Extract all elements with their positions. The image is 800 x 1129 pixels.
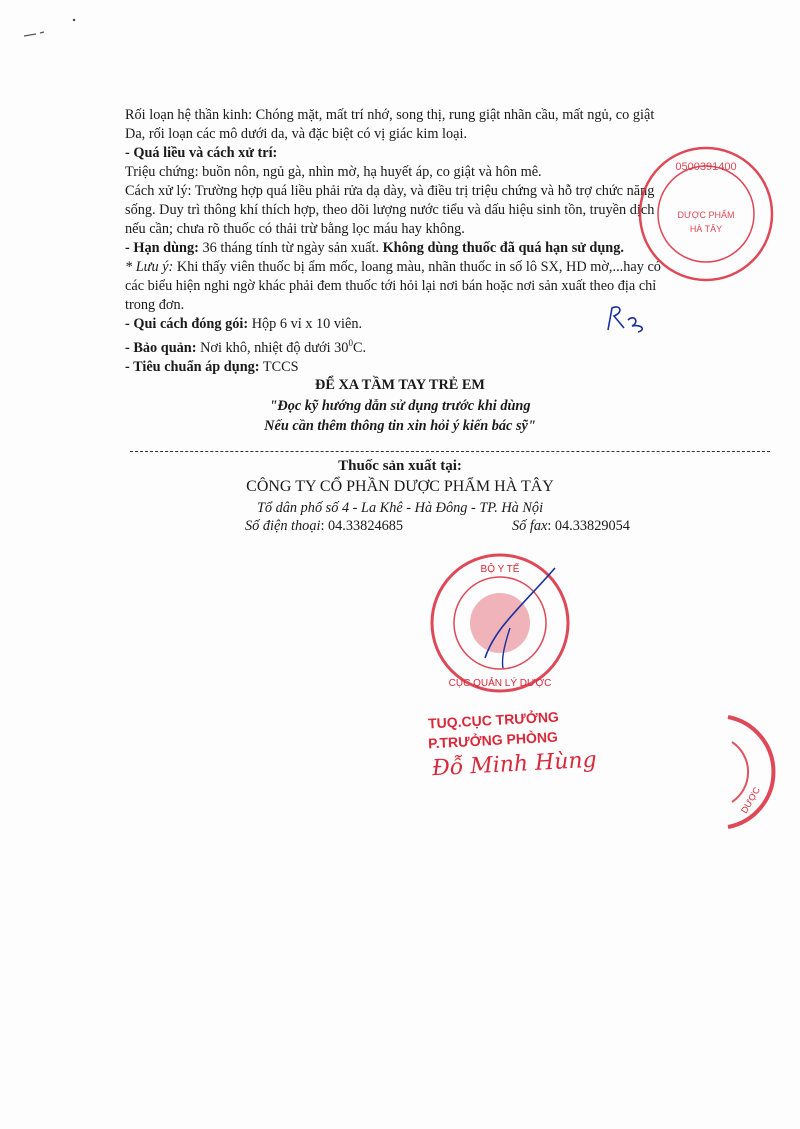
storage-line xyxy=(125,334,765,358)
phone-value: : 04.33824685 xyxy=(320,518,404,534)
fax-label: Số fax xyxy=(512,518,548,534)
standard-line xyxy=(125,358,765,377)
ministry-seal-stamp xyxy=(425,548,575,698)
standard-label: - Tiêu chuẩn áp dụng: xyxy=(125,358,260,375)
company-name: CÔNG TY CỔ PHẦN DƯỢC PHẨM HÀ TÂY xyxy=(246,478,554,495)
note-line: trong đơn. xyxy=(125,297,185,313)
svg-text:DƯỢC PHẨM: DƯỢC PHẨM xyxy=(677,210,735,220)
storage-label: - Bảo quản: xyxy=(125,339,197,356)
overdose-heading: - Quá liều và cách xử trí: xyxy=(125,145,278,161)
children-warning: ĐỂ XA TẦM TAY TRẺ EM xyxy=(315,377,485,393)
read-instructions: "Đọc kỹ hướng dẫn sử dụng trước khi dùng xyxy=(269,398,531,414)
dashed-divider xyxy=(130,451,770,452)
handwritten-initials xyxy=(602,300,652,340)
treatment-line: nếu cần; chưa rõ thuốc có thải trừ bằng lọc máu hay không. xyxy=(125,221,465,237)
storage-degree: 0 xyxy=(348,338,353,348)
corner-scan-mark xyxy=(22,14,82,44)
signature-title-line2: P.TRƯỞNG PHÒNG xyxy=(427,728,559,752)
packing-line xyxy=(125,315,765,334)
signer-name: Đỗ Minh Hùng xyxy=(431,747,598,782)
note-text: Khi thấy viên thuốc bị ẩm mốc, loang màu, nhãn thuốc in số lô SX, HD mờ,...hay có xyxy=(173,259,661,275)
standard-value: TCCS xyxy=(259,358,299,375)
note-label: * Lưu ý: xyxy=(125,259,174,275)
body-line: Da, rối loạn các mô dưới da, và đặc biệt có vị giác kim loại. xyxy=(125,126,468,142)
svg-text:0500391400: 0500391400 xyxy=(675,161,737,173)
fax-line xyxy=(512,518,630,535)
storage-value: Nơi khô, nhiệt độ dưới 30 xyxy=(196,339,349,356)
fax-value: : 04.33829054 xyxy=(547,518,630,534)
svg-text:CỤC QUẢN LÝ DƯỢC: CỤC QUẢN LÝ DƯỢC xyxy=(448,678,552,689)
treatment-line: Cách xử lý: Trường hợp quá liều phải rửa dạ dày, và điều trị triệu chứng và hỗ trợ chức năng xyxy=(125,183,655,199)
partial-seal-stamp xyxy=(718,712,800,832)
company-address: Tổ dân phố số 4 - La Khê - Hà Đông - TP. Hà Nội xyxy=(256,500,544,516)
phone-line xyxy=(245,518,403,535)
storage-unit: C. xyxy=(352,339,367,356)
expiry-value: 36 tháng tính từ ngày sản xuất. xyxy=(198,240,383,256)
svg-text:HÀ TÂY: HÀ TÂY xyxy=(689,224,723,234)
made-at-label: Thuốc sản xuất tại: xyxy=(338,458,462,474)
svg-text:DƯỢC: DƯỢC xyxy=(739,785,762,815)
consult-doctor: Nếu cần thêm thông tin xin hỏi ý kiến bác sỹ" xyxy=(264,418,536,434)
treatment-line: sống. Duy trì thông khí thích hợp, theo dõi lượng nước tiểu và dấu hiệu sinh tồn, truyền dịch xyxy=(125,202,655,218)
phone-label: Số điện thoại xyxy=(245,518,321,534)
company-seal-stamp xyxy=(632,140,780,288)
signature-title-line1: TUQ.CỤC TRƯỞNG xyxy=(427,708,560,732)
symptoms-line: Triệu chứng: buồn nôn, ngủ gà, nhìn mờ, hạ huyết áp, co giật và hôn mê. xyxy=(125,164,542,180)
expiry-label: - Hạn dùng: xyxy=(125,240,199,256)
svg-text:BỘ Y TẾ: BỘ Y TẾ xyxy=(480,564,520,575)
expiry-warning: Không dùng thuốc đã quá hạn sử dụng. xyxy=(382,240,624,256)
body-line: Rối loạn hệ thần kinh: Chóng mặt, mất trí nhớ, song thị, rung giật nhãn cầu, mất ngủ, co giật xyxy=(125,107,655,123)
note-line: các biểu hiện nghi ngờ khác phải đem thuốc tới hỏi lại nơi bán hoặc nơi sản xuất theo địa chỉ xyxy=(125,278,657,294)
packing-label: - Qui cách đóng gói: xyxy=(125,316,249,332)
packing-value: Hộp 6 vỉ x 10 viên. xyxy=(248,316,363,332)
